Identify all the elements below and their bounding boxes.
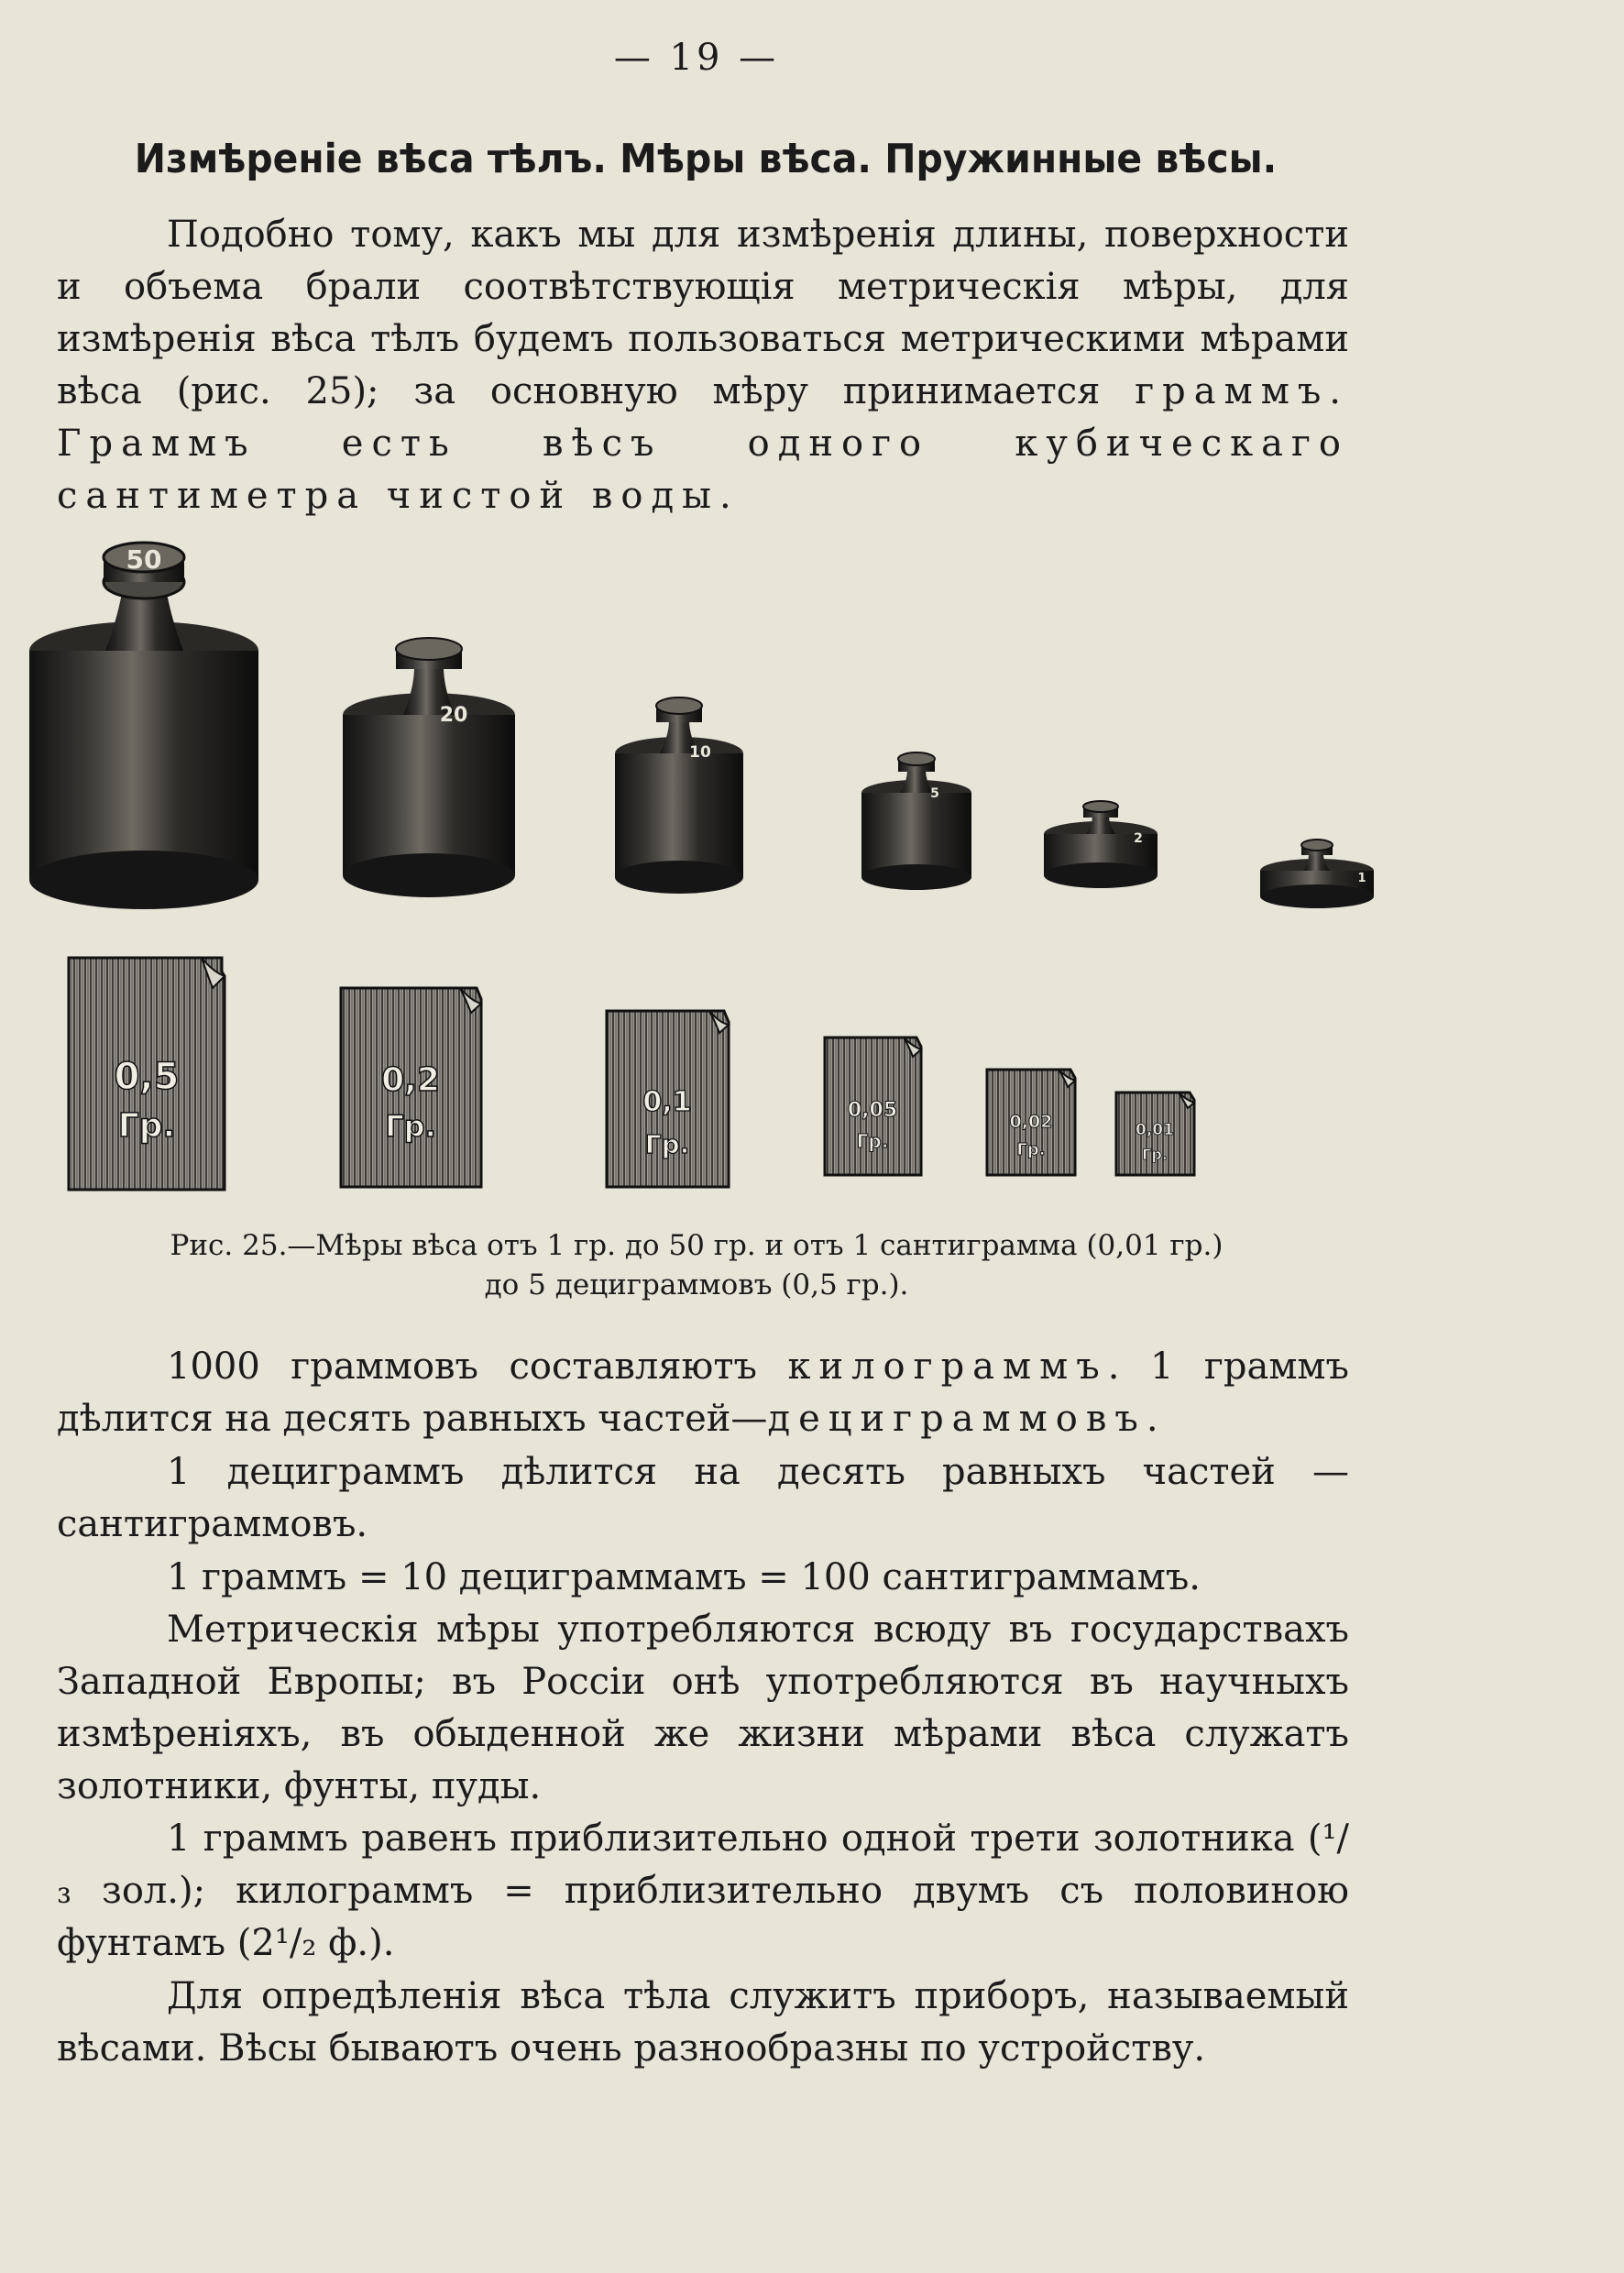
intro-paragraph (57, 209, 1349, 522)
plate-0-02 (987, 1070, 1075, 1175)
weight-label: 5 (930, 786, 939, 801)
intro-text: Подобно тому, какъ мы для измѣренія длины, поверхности и объема брали соотвѣтствующія метрическія мѣры, для измѣренія вѣса тѣлъ будемъ пользоваться метрическими мѣрами вѣса (рис. 25); за основную мѣру принимается (57, 214, 1349, 412)
page-number: — 19 — (613, 37, 780, 79)
plate-unit: Гр. (856, 1130, 889, 1152)
weight-50g (29, 543, 258, 909)
paragraph-4 (57, 1604, 1349, 1813)
weight-label: 50 (126, 544, 162, 575)
p5-text: 1 граммъ равенъ приблизительно одной трети золотника (¹/₃ зол.); килограммъ = приблизительно двумъ съ половиною фунтамъ (2¹/₂ ф.). (57, 1817, 1349, 1964)
section-heading: Измѣреніе вѣса тѣлъ. Мѣры вѣса. Пружинные вѣсы. (134, 136, 1278, 182)
weight-5g (861, 752, 971, 890)
p2-text: 1 дециграммъ дѣлится на десять равныхъ частей — сантиграммовъ. (57, 1451, 1349, 1545)
weight-label: 2 (1134, 831, 1143, 846)
p1-text-e: . (1146, 1398, 1158, 1440)
plate-0-5 (69, 958, 225, 1190)
weight-label: 1 (1357, 872, 1366, 885)
plate-unit: Гр. (117, 1107, 176, 1145)
caption-line-1: Рис. 25.—Мѣры вѣса отъ 1 гр. до 50 гр. и отъ 1 сантиграмма (0,01 гр.) (170, 1229, 1223, 1262)
p1-text-c: . 1 граммъ дѣлится на десять равныхъ частей— (57, 1345, 1349, 1440)
caption-line-2: до 5 дециграммовъ (0,5 гр.). (484, 1268, 909, 1301)
plate-value: 0,5 (114, 1056, 180, 1098)
plate-0-01 (1116, 1093, 1194, 1175)
plate-value: 0,1 (642, 1086, 692, 1118)
intro-spaced-text: граммъ. Граммъ есть вѣсъ одного кубическаго сантиметра чистой воды. (57, 370, 1349, 517)
plate-0-2 (341, 988, 481, 1187)
plate-value: 0,01 (1136, 1121, 1174, 1139)
plate-unit: Гр. (644, 1129, 690, 1159)
figure-weights (18, 541, 1393, 1201)
plate-0-05 (825, 1038, 921, 1175)
plate-unit: Гр. (1016, 1140, 1046, 1159)
plate-unit: Гр. (1142, 1146, 1168, 1163)
p1-spaced-decigram: дециграммовъ (767, 1398, 1147, 1440)
plate-value: 0,05 (847, 1099, 898, 1122)
plate-value: 0,2 (381, 1061, 440, 1099)
weight-label: 20 (439, 704, 468, 727)
weight-20g (343, 638, 515, 897)
p4-text: Метрическія мѣры употребляются всюду въ государствахъ Западной Европы; въ Россіи онѣ употребляются въ научныхъ измѣреніяхъ, въ обыденной же жизни мѣрами вѣса служатъ золотники, фунты, пуды. (57, 1609, 1349, 1807)
paragraph-2 (57, 1446, 1349, 1551)
paragraph-1 (57, 1341, 1349, 1445)
p6-text: Для опредѣленія вѣса тѣла служитъ приборъ, называемый вѣсами. Вѣсы бываютъ очень разнообразны по устройству. (57, 1975, 1349, 2070)
paragraph-5 (57, 1813, 1349, 1970)
paragraph-6 (57, 1971, 1349, 2075)
plate-0-1 (607, 1011, 729, 1187)
p3-text: 1 граммъ = 10 дециграммамъ = 100 сантиграммамъ. (167, 1556, 1202, 1598)
weight-2g (1044, 801, 1158, 888)
weight-label: 10 (689, 743, 711, 762)
p1-text-a: 1000 граммовъ составляютъ (167, 1345, 757, 1388)
weight-1g (1260, 840, 1374, 908)
figure-caption (37, 1226, 1356, 1305)
weight-10g (615, 697, 743, 894)
plate-value: 0,02 (1009, 1112, 1053, 1132)
p1-spaced-kilogram: килограммъ (787, 1345, 1108, 1388)
plate-unit: Гр. (385, 1109, 436, 1144)
paragraph-3 (57, 1552, 1349, 1604)
